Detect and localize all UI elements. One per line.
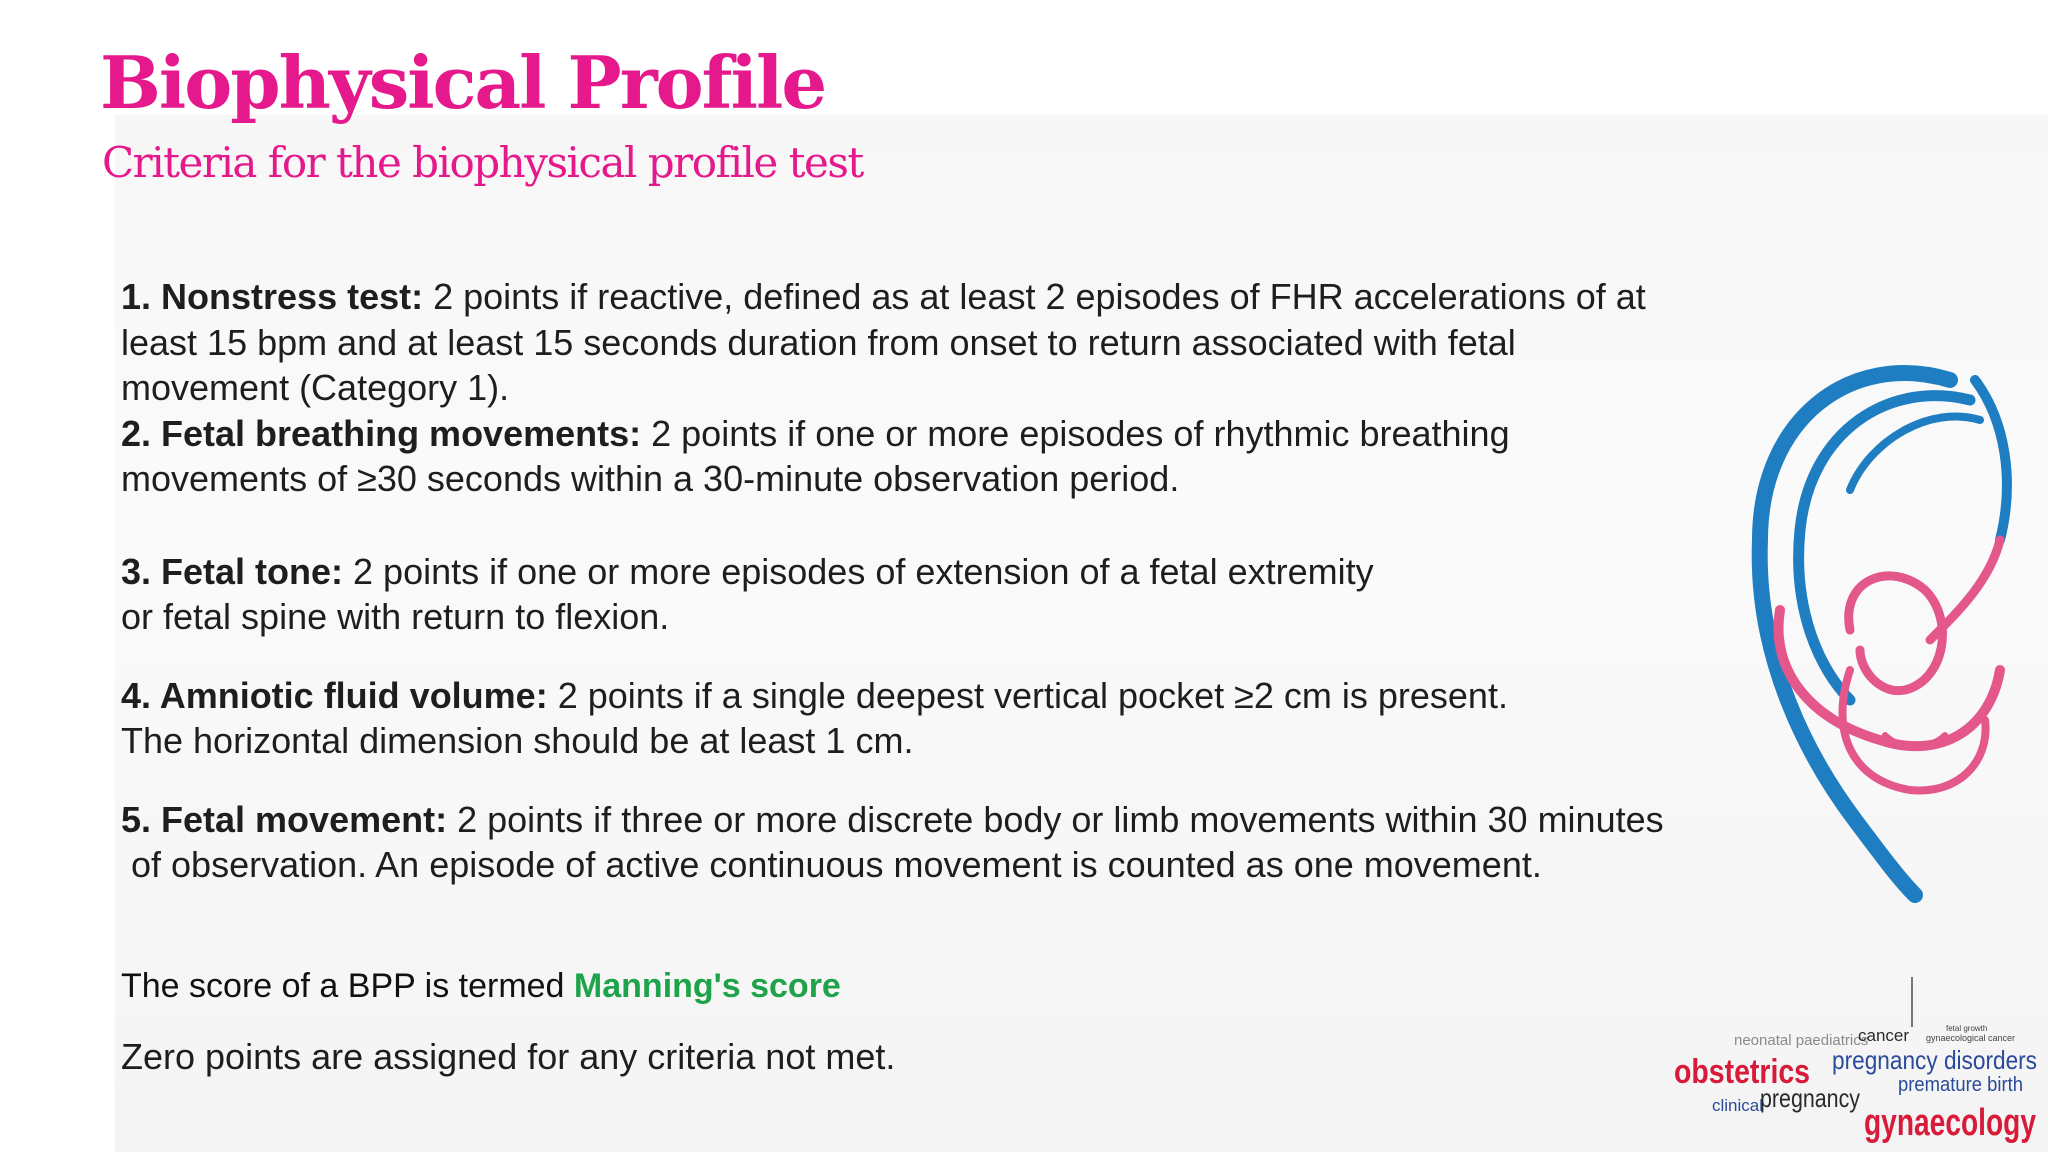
criterion-text: 2 points if three or more discrete body or limb movements within 30 minutes (447, 798, 1664, 840)
criterion-text: 2 points if one or more episodes of extension of a fetal extremity (343, 550, 1374, 592)
cloud-word-fetal-growth: fetal growth (1946, 1024, 1988, 1033)
page-title: Biophysical Profile (100, 40, 826, 125)
criterion-fetal-movement (121, 797, 1801, 888)
logo-baby-limb (1885, 735, 1945, 746)
criterion-text: 2 points if a single deepest vertical pocket ≥2 cm is present. (547, 674, 1508, 716)
cloud-word-clinical: clinical (1712, 1096, 1764, 1115)
manning-highlight: Manning's score (573, 967, 841, 1005)
criterion-label: 5. Fetal movement: (121, 798, 448, 840)
logo-hair-back (1975, 380, 2007, 540)
specialty-word-cloud (1672, 975, 2042, 1145)
criterion-text: 2 points if reactive, defined as at least 2 episodes of FHR accelerations of at (423, 276, 1646, 317)
page-subtitle: Criteria for the biophysical profile test (102, 138, 863, 187)
criterion-amniotic-fluid (121, 673, 1801, 764)
manning-prefix: The score of a BPP is termed (121, 967, 574, 1005)
criterion-text: least 15 bpm and at least 15 seconds duration from onset to return associated with fetal (121, 321, 1516, 363)
criterion-nonstress-test (121, 274, 1801, 411)
criterion-label: 4. Amniotic fluid volume: (121, 674, 548, 716)
criterion-fetal-breathing (121, 411, 1801, 502)
logo-baby-head (1849, 576, 1943, 691)
cloud-word-neonatal: neonatal paediatrics (1734, 1032, 1869, 1049)
logo-hair-outer-stroke (1760, 373, 1950, 895)
cloud-word-obstetrics: obstetrics (1674, 1053, 1810, 1091)
criterion-label: 1. Nonstress test: (121, 276, 424, 317)
cloud-word-gynaecology: gynaecology (1864, 1102, 2036, 1144)
cloud-word-pregnancy: pregnancy (1760, 1083, 1860, 1113)
manning-score-note (121, 967, 841, 1006)
criteria-list (121, 274, 1801, 888)
cloud-word-pregnancy-disorders: pregnancy disorders (1832, 1045, 2037, 1075)
criterion-label: 2. Fetal breathing movements: (121, 412, 642, 454)
criterion-text: 2 points if one or more episodes of rhythmic breathing (641, 412, 1510, 454)
criterion-text: movement (Category 1). (121, 367, 510, 408)
cloud-word-gyn-cancer: gynaecological cancer (1926, 1033, 2016, 1043)
criterion-text: The horizontal dimension should be at least 1 cm. (121, 720, 914, 761)
criterion-fetal-tone (121, 549, 1801, 640)
criterion-text: or fetal spine with return to flexion. (121, 596, 670, 637)
zero-points-note: Zero points are assigned for any criteria not met. (121, 1036, 896, 1077)
mother-baby-logo (1700, 340, 2020, 900)
criterion-text: of observation. An episode of active continuous movement is counted as one movement. (131, 844, 1542, 885)
criterion-text: movements of ≥30 seconds within a 30-minute observation period. (121, 458, 1180, 499)
criterion-label: 3. Fetal tone: (121, 550, 344, 592)
cloud-word-premature-birth: premature birth (1898, 1074, 2023, 1096)
cloud-word-cancer: cancer (1858, 1026, 1910, 1045)
logo-hair-strand (1850, 416, 1980, 490)
